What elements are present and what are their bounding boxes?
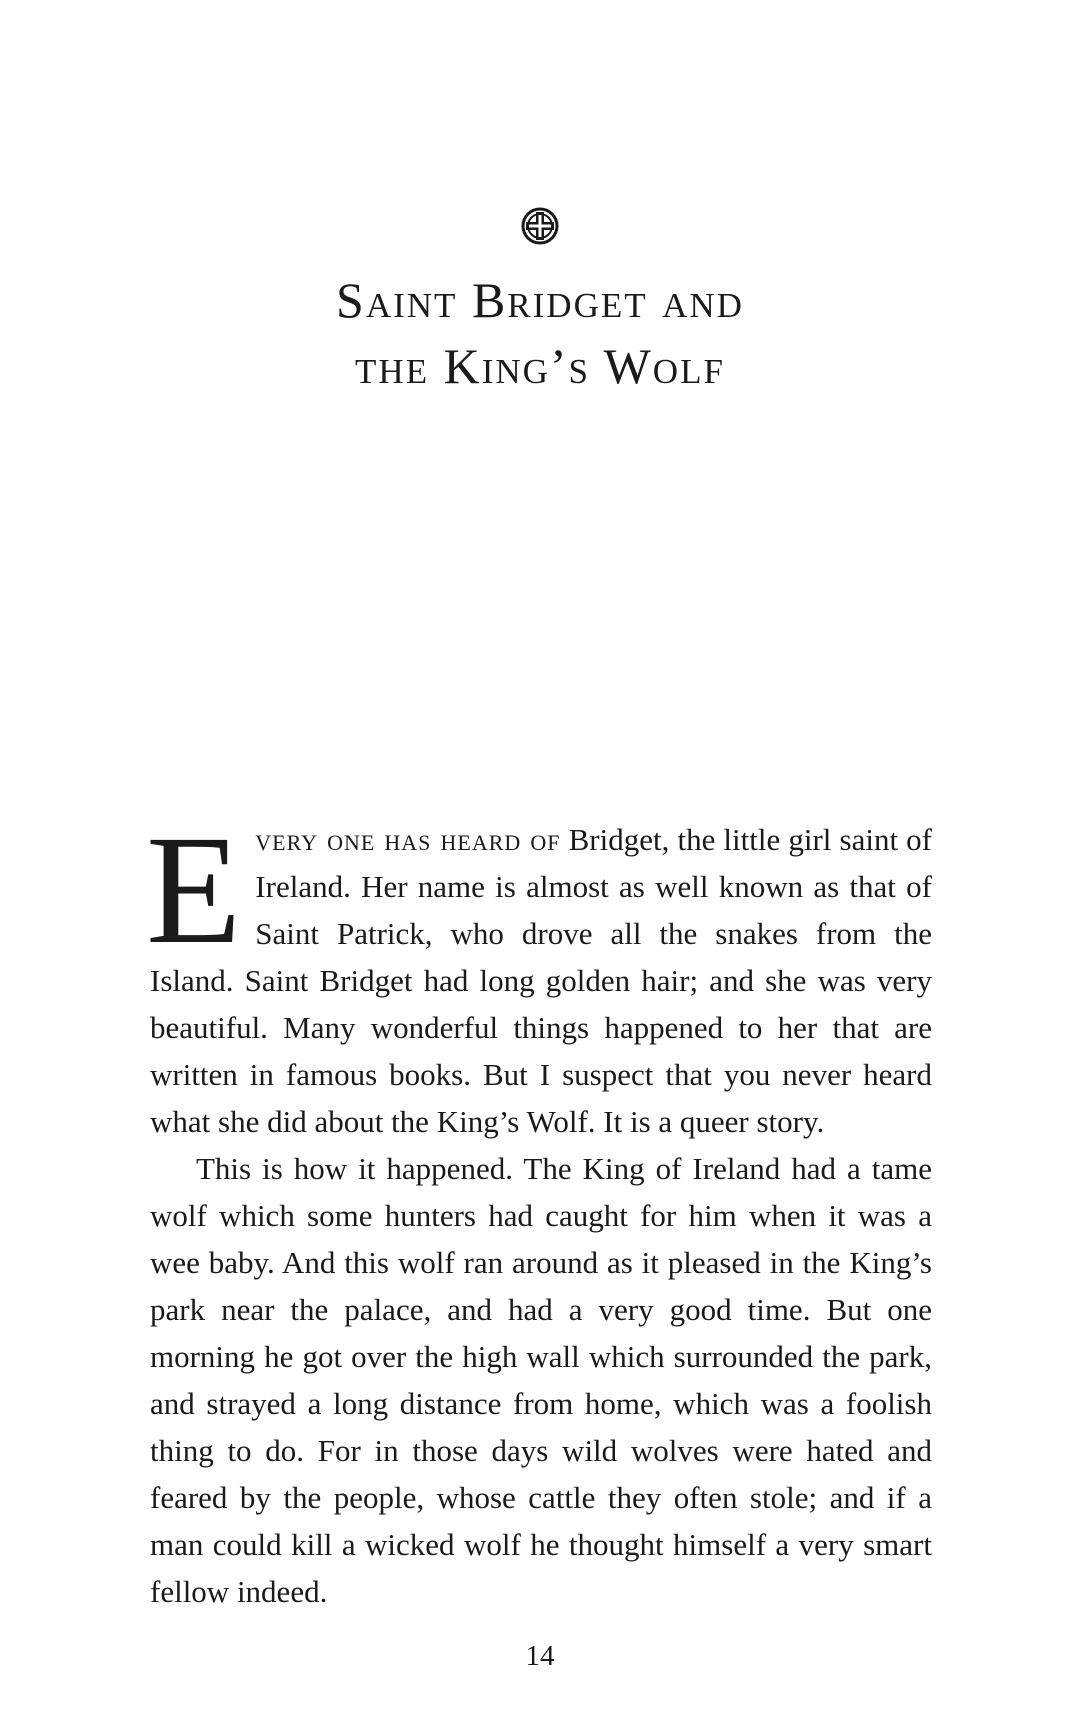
chapter-title-line-1: Saint Bridget and <box>336 272 744 328</box>
lead-in-small-caps: very one has heard of <box>255 822 561 857</box>
chapter-title-line-2: the King’s Wolf <box>355 338 725 394</box>
paragraph-2: This is how it happened. The King of Ireland had a tame wolf which some hunters had caught for him when it was a wee baby. And this wolf ran around as it pleased in the King’s park near the palace, and had a very good time. But one morning he got over the high wall which surrounded the park, and strayed a long distance from home, which was a foolish thing to do. For in those days wild wolves were hated and feared by the people, whose cattle they often stole; and if a man could kill a wicked wolf he thought himself a very smart fellow indeed. <box>150 1151 932 1609</box>
chapter-body <box>146 803 932 1615</box>
paragraph-1-text: Bridget, the little girl saint of Ireland. Her name is almost as well known as that of Saint Patrick, who drove all the snakes from the Island. Saint Bridget had long golden hair; and she was very beautiful. Many wonderful things happened to her that are written in famous books. But I suspect that you never heard what she did about the King’s Wolf. It is a queer story. <box>150 822 932 1139</box>
paragraph-1 <box>146 803 932 1145</box>
celtic-cross-icon <box>520 206 560 246</box>
page-number: 14 <box>525 1640 555 1672</box>
drop-cap: E <box>146 803 242 976</box>
